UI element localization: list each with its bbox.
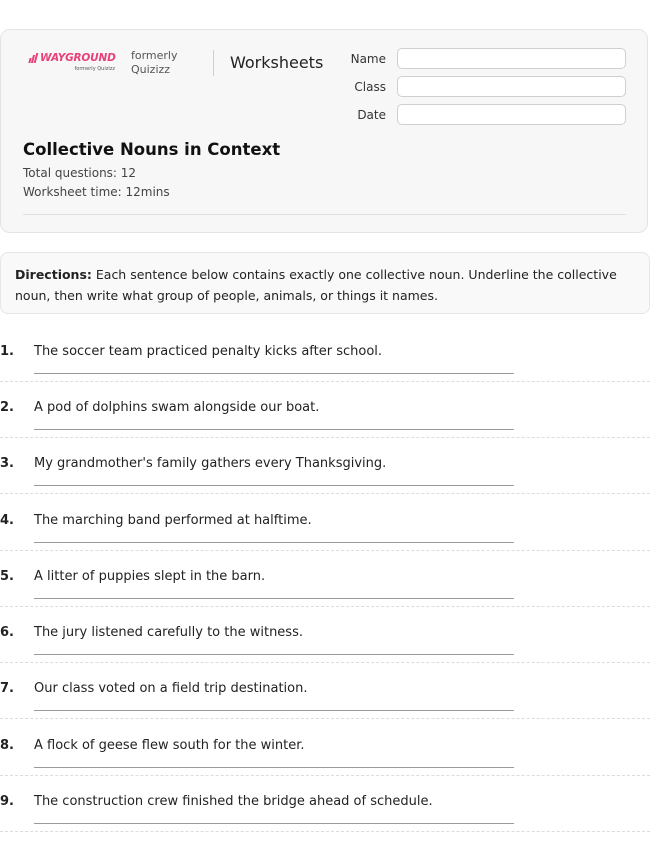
question-separator: [0, 718, 650, 719]
section-label: Worksheets: [230, 53, 324, 72]
directions-box: [0, 252, 650, 314]
question-text: A pod of dolphins swam alongside our boat.: [34, 400, 320, 415]
question-item: [0, 569, 650, 625]
question-text: A litter of puppies slept in the barn.: [34, 569, 266, 584]
question-item: [0, 625, 650, 681]
total-questions: Total questions: 12: [23, 166, 137, 180]
question-text: The construction crew finished the bridge ahead of schedule.: [34, 794, 433, 809]
question-number: 7.: [0, 681, 14, 696]
question-item: [0, 681, 650, 737]
logo-subtext: formerly Quizizz: [74, 66, 115, 72]
logo-text: WAYGROUND: [40, 52, 116, 64]
question-item: [0, 344, 650, 400]
question-text: The marching band performed at halftime.: [34, 513, 312, 528]
class-label: Class: [354, 80, 386, 94]
class-field[interactable]: [397, 76, 626, 97]
question-text: The jury listened carefully to the witness.: [34, 625, 303, 640]
answer-line[interactable]: [34, 429, 514, 430]
logo-mark-icon: [29, 53, 37, 63]
question-text: The soccer team practiced penalty kicks after school.: [34, 344, 383, 359]
question-number: 6.: [0, 625, 14, 640]
question-item: [0, 456, 650, 512]
directions-label: Directions:: [15, 267, 92, 282]
question-separator: [0, 775, 650, 776]
question-number: 2.: [0, 400, 14, 415]
header-rule: [23, 214, 626, 215]
wayground-logo: [29, 52, 115, 72]
answer-line[interactable]: [34, 373, 514, 374]
question-separator: [0, 493, 650, 494]
question-separator: [0, 662, 650, 663]
name-label: Name: [350, 52, 386, 66]
date-label: Date: [357, 108, 386, 122]
question-item: [0, 400, 650, 456]
header-divider: [213, 50, 214, 76]
answer-line[interactable]: [34, 654, 514, 655]
question-separator: [0, 831, 650, 832]
question-number: 1.: [0, 344, 14, 359]
question-number: 3.: [0, 456, 14, 471]
answer-line[interactable]: [34, 767, 514, 768]
question-item: [0, 738, 650, 794]
question-separator: [0, 437, 650, 438]
date-field[interactable]: [397, 104, 626, 125]
name-field[interactable]: [397, 48, 626, 69]
question-item: [0, 513, 650, 569]
question-text: My grandmother's family gathers every Thanksgiving.: [34, 456, 387, 471]
worksheet-time: Worksheet time: 12mins: [23, 185, 170, 199]
question-separator: [0, 606, 650, 607]
question-number: 5.: [0, 569, 14, 584]
worksheet-title: Collective Nouns in Context: [23, 140, 281, 159]
question-number: 8.: [0, 738, 14, 753]
answer-line[interactable]: [34, 823, 514, 824]
question-text: A flock of geese flew south for the winter.: [34, 738, 305, 753]
directions-text: Each sentence below contains exactly one collective noun. Underline the collective noun, then write what group of people, animals, or things it names.: [15, 267, 617, 303]
question-number: 4.: [0, 513, 14, 528]
answer-line[interactable]: [34, 598, 514, 599]
answer-line[interactable]: [34, 542, 514, 543]
answer-line[interactable]: [34, 710, 514, 711]
question-separator: [0, 381, 650, 382]
formerly-quizizz-note: formerly Quizizz: [131, 49, 178, 76]
question-number: 9.: [0, 794, 14, 809]
question-text: Our class voted on a field trip destination.: [34, 681, 308, 696]
question-separator: [0, 550, 650, 551]
answer-line[interactable]: [34, 485, 514, 486]
